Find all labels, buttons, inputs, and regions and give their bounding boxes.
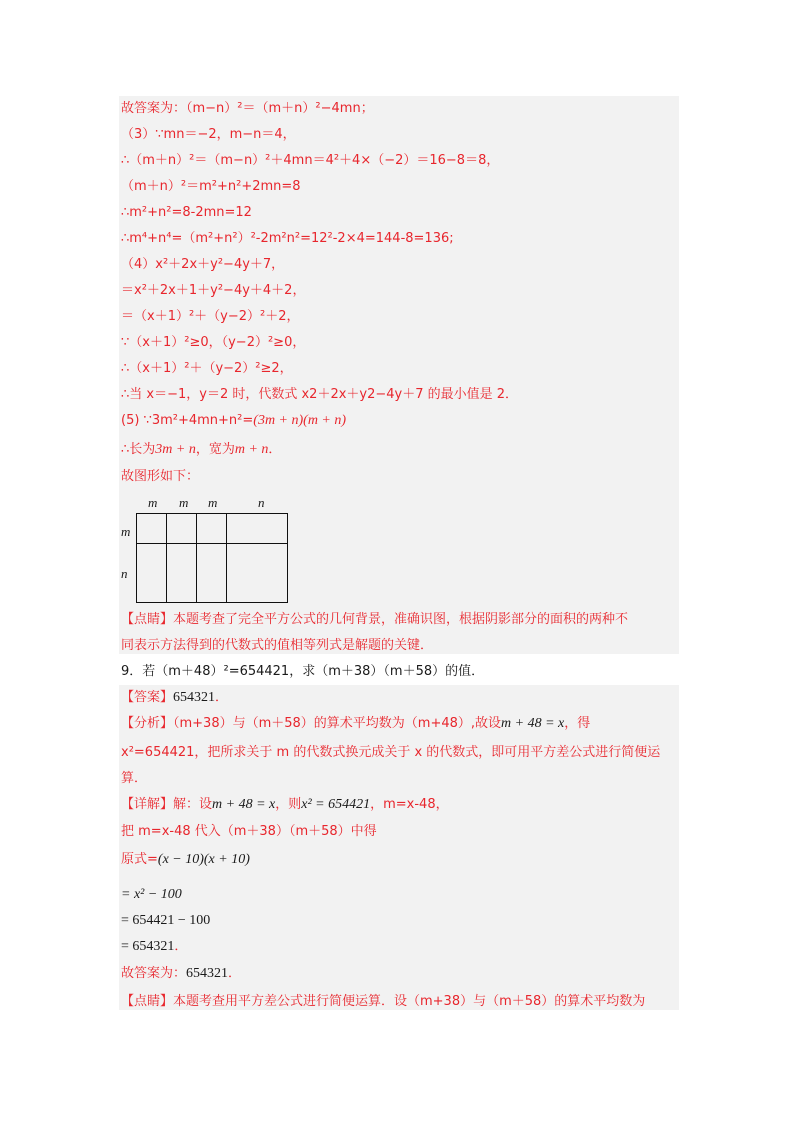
grid-rectangle (136, 513, 288, 603)
col-label-m2: m (179, 495, 189, 510)
q9-step-2: = 654421 − 100 (121, 913, 211, 928)
part5-factor-math: (3m + n)(m + n) (253, 413, 347, 428)
analysis-text-end: ，得 (564, 716, 591, 731)
final-value: 654321 (186, 966, 229, 981)
part5-prefix: (5) ∵3m²+4mn+n²= (121, 413, 254, 428)
period: ． (268, 442, 282, 457)
comment-line-1: 【点睛】本题考查了完全平方公式的几何背景，准确识图，根据阴影部分的面积的两种不 (121, 612, 629, 627)
part4-therefore: ∴（x＋1）²＋（y−2）²≥2， (121, 361, 293, 376)
part3-step2: （m＋n）²＝m²+n²+2mn=8 (121, 179, 301, 194)
grid-divider (166, 514, 167, 602)
analysis-text: 【分析】（m+38）与（m＋58）的算术平均数为（m+48）,故设 (121, 716, 502, 731)
q9-final (121, 966, 241, 982)
part5-dimensions (121, 442, 281, 458)
q9-comment: 【点睛】本题考查用平方差公式进行简便运算．设（m+38）与（m＋58）的算术平均数为 (121, 994, 646, 1009)
detail-label: 【详解】解：设 (121, 797, 213, 812)
part3-given: （3）∵mn＝−2，m−n＝4， (121, 127, 296, 142)
analysis-math: m + 48 = x (501, 716, 565, 731)
period: ． (228, 966, 242, 981)
part3-step1: ∴（m＋n）²＝（m−n）²＋4mn＝4²＋4×（−2）＝16−8＝8， (121, 153, 500, 168)
col-label-m3: m (208, 495, 218, 510)
q9-detail (121, 797, 449, 813)
period: ． (174, 939, 188, 954)
part4-conclusion: ∴当 x＝−1，y＝2 时，代数式 x2＋2x＋y2−4y＋7 的最小值是 2． (121, 387, 519, 402)
question-9: 9．若（m＋48）²=654421，求（m＋38）（m＋58）的值． (121, 664, 485, 679)
width-math: m + n (234, 442, 269, 457)
grid-divider (137, 543, 287, 544)
part4-step2: ＝（x＋1）²＋（y−2）²＋2， (121, 309, 300, 324)
figure-caption: 故图形如下： (121, 469, 200, 484)
col-label-n: n (258, 495, 265, 510)
part3-step3: ∴m²+n²=8-2mn=12 (121, 205, 252, 220)
row-label-n: n (121, 566, 128, 581)
final-label: 故答案为： (121, 966, 187, 981)
q9-step-1: = x² − 100 (121, 887, 182, 902)
answer-label: 【答案】 (121, 690, 174, 705)
period: ． (215, 690, 229, 705)
row-label-m: m (121, 524, 131, 539)
length-label: ∴长为 (121, 442, 156, 457)
part3-step4: ∴m⁴+n⁴=（m²+n²）²-2m²n²=12²-2×4=144-8=136; (121, 231, 454, 246)
part4-expression: （4）x²＋2x＋y²−4y＋7， (121, 257, 285, 272)
width-label: ，宽为 (195, 442, 235, 457)
part5-factorization (121, 413, 346, 429)
detail-sub: ，m=x-48， (370, 797, 449, 812)
answer-value: 654321 (173, 690, 216, 705)
part4-step1: ＝x²＋2x＋1＋y²−4y＋4＋2， (121, 283, 306, 298)
q9-step-3 (121, 939, 187, 955)
original-math: (x − 10)(x + 10) (157, 852, 250, 867)
q9-original (121, 852, 250, 868)
answer-line-2: 故答案为：（m−n）²＝（m＋n）²−4mn； (121, 101, 374, 116)
original-label: 原式= (121, 852, 158, 867)
q9-substitute: 把 m=x-48 代入（m＋38）（m＋58）中得 (121, 824, 377, 839)
detail-then: ，则 (275, 797, 302, 812)
q9-analysis-2: x²=654421，把所求关于 m 的代数式换元成关于 x 的代数式，即可用平方差公式进行简便运 (121, 745, 661, 760)
comment-line-2: 同表示方法得到的代数式的值相等列式是解题的关键． (121, 638, 434, 653)
q9-answer (121, 690, 228, 706)
length-math: 3m + n (155, 442, 196, 457)
step3-math: = 654321 (121, 939, 175, 954)
grid-divider (226, 514, 227, 602)
q9-analysis-3: 算． (121, 771, 148, 786)
grid-divider (196, 514, 197, 602)
part4-since: ∵（x＋1）²≥0，（y−2）²≥0， (121, 335, 306, 350)
q9-answer-background (119, 685, 679, 1010)
detail-math-2: x² = 654421 (301, 797, 371, 812)
col-label-m1: m (148, 495, 158, 510)
detail-math-1: m + 48 = x (212, 797, 276, 812)
q9-analysis-1 (121, 716, 590, 732)
